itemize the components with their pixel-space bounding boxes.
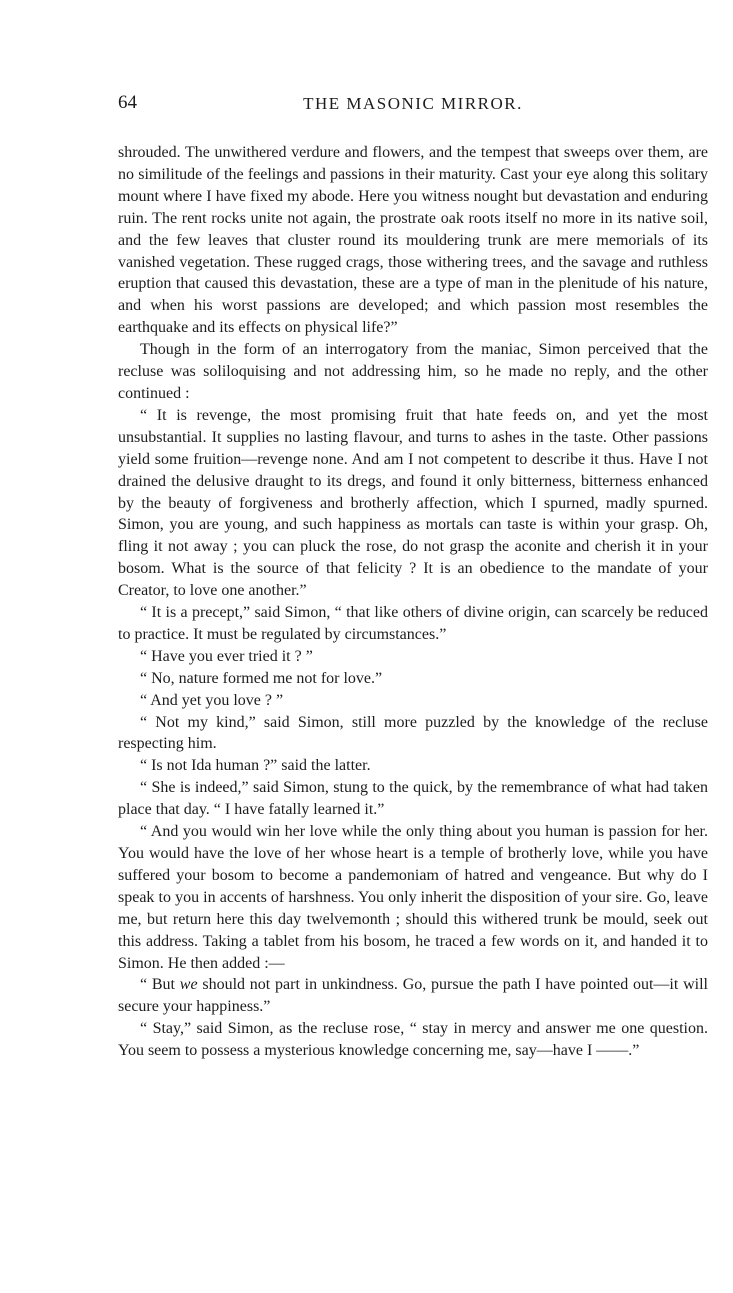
paragraph-1: shrouded. The unwithered verdure and flowers, and the tempest that sweeps over them, are no similitude of the feelings and passions in their maturity. Cast your eye along this solitary mount where I have fixed my abode. Here you witness nought but devastation and enduring ruin. The rent rocks unite not again, the prostrate oak roots itself no more in its native soil, and the few leaves that cluster round its mouldering trunk are mere memorials of its vanished vegetation. These rugged crags, those withering trees, and the savage and ruthless eruption that caused this devastation, these are a type of man in the plenitude of his nature, and when his worst passions are developed; and which passion most resembles the earthquake and its effects on physical life?”: [118, 144, 708, 337]
paragraph-4: “ It is a precept,” said Simon, “ that like others of divine origin, can scarcely be reduced to practice. It must be regulated by circumstances.”: [118, 604, 708, 643]
paragraph-9: “ Is not Ida human ?” said the latter.: [140, 757, 371, 775]
emphasis-we: we: [179, 976, 198, 994]
running-title: THE MASONIC MIRROR.: [303, 94, 523, 113]
paragraph-13: “ Stay,” said Simon, as the recluse rose, “ stay in mercy and answer me one question. You seem to possess a mysterious knowledge concerning me, say—have I ——.”: [118, 1020, 708, 1060]
paragraph-10: “ She is indeed,” said Simon, stung to the quick, by the remembrance of what had taken place that day. “ I have fatally learned it.”: [118, 779, 708, 819]
paragraph-7: “ And yet you love ? ”: [140, 691, 284, 709]
paragraph-11: “ And you would win her love while the only thing about you human is passion for her. You would have the love of her whose heart is a temple of brotherly love, while you have suffered your bosom to become a pandemoniam of hatred and vengeance. But why do I speak to you in accents of harshness. You only inherit the disposition of your sire. Go, leave me, but return here this day twelvemonth ; should this withered trunk be mould, seek out this address. Taking a tablet from his bosom, he traced a few words on it, and handed it to Simon. He then added :—: [118, 823, 708, 972]
book-page: [118, 92, 708, 1062]
body-text: [118, 142, 708, 1062]
running-head: [118, 92, 708, 124]
paragraph-3: “ It is revenge, the most promising fruit that hate feeds on, and yet the most unsubstantial. It supplies no lasting flavour, and turns to ashes in the taste. Other passions yield some fruition—revenge none. And am I not competent to describe it thus. Have I not drained the delusive draught to its dregs, and found it only bitterness, bitterness enhanced by the beauty of forgiveness and brotherly affection, which I spurned, madly spurned. Simon, you are young, and such happiness as mortals can taste is within your grasp. Oh, fling it not away ; you can pluck the rose, do not grasp the aconite and cherish it in your bosom. What is the source of that felicity ? It is an obedience to the mandate of your Creator, to love one another.”: [118, 406, 708, 600]
paragraph-8: “ Not my kind,” said Simon, still more puzzled by the knowledge of the recluse respecting him.: [118, 713, 708, 753]
paragraph-12: “ But we should not part in unkindness. Go, pursue the path I have pointed out—it will secure your happiness.”: [118, 976, 708, 1016]
paragraph-2: Though in the form of an interrogatory from the maniac, Simon perceived that the recluse was soliloquising and not addressing him, so he made no reply, and the other continued :: [118, 341, 708, 402]
page-number: 64: [118, 92, 137, 113]
paragraph-5: “ Have you ever tried it ? ”: [140, 647, 313, 665]
paragraph-6: “ No, nature formed me not for love.”: [140, 669, 383, 687]
